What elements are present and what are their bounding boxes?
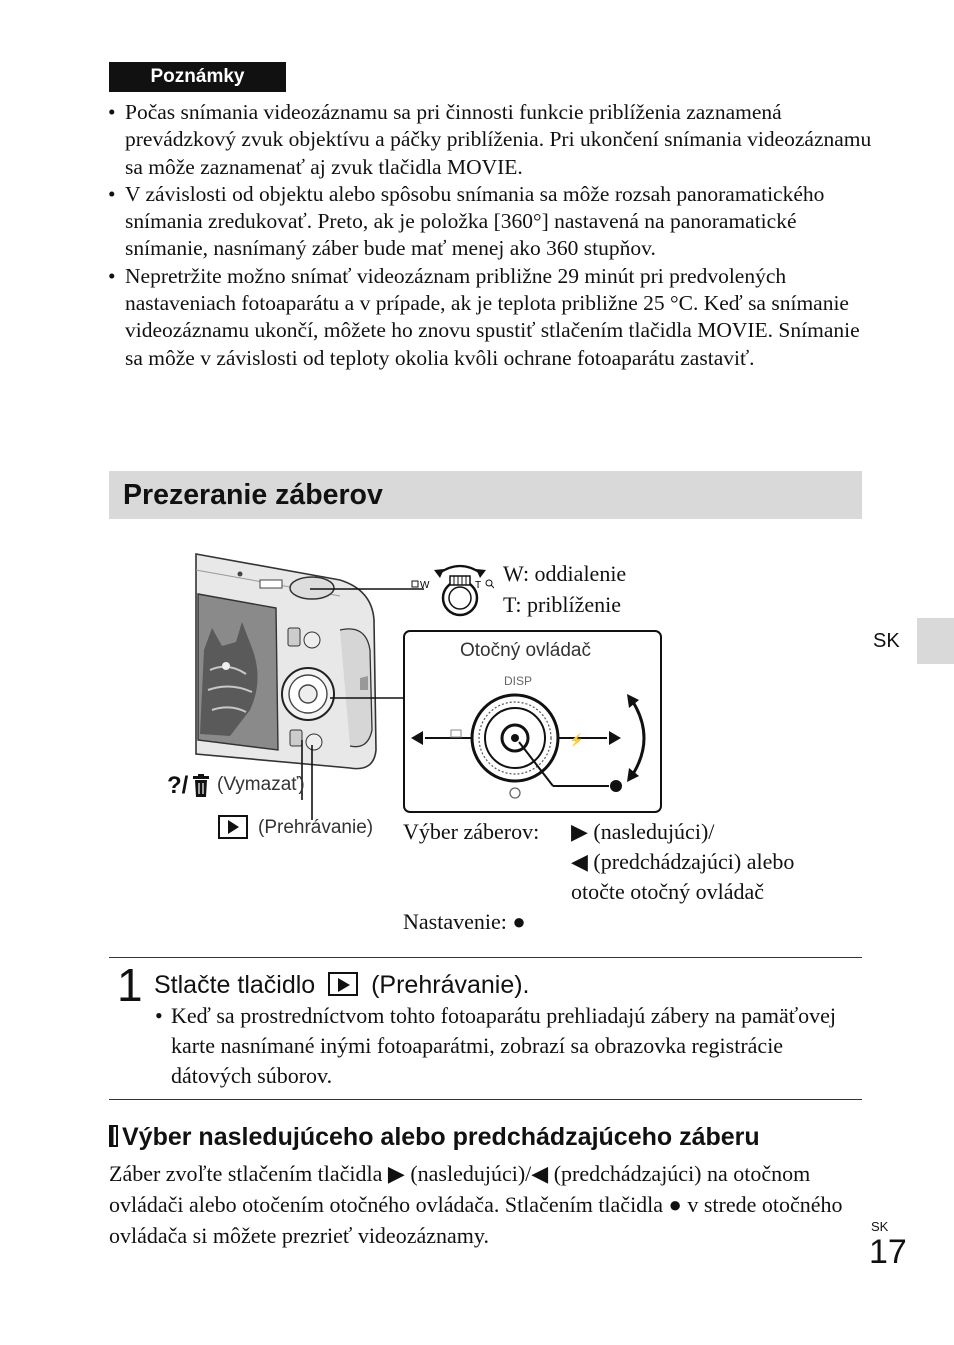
section-title: Prezeranie záberov [123,479,383,511]
select-prev: ◀ (predchádzajúci) alebo [571,849,795,874]
control-wheel-label: Otočný ovládač [460,640,591,661]
language-side-label: SK [873,630,900,652]
notes-item-3: • Nepretržite možno snímať videozáznam približne 29 minút pri predvolených nastaveniach fotoaparátu a v prípade, ak je teplota približne 25 °C. Keď sa snímanie videozáznamu ukončí, môžete ho znovu spustiť stlačením tlačidla MOVIE. Snímanie sa môže v závislosti od teploty okolia kvôli ochrane fotoaparátu zastaviť. [106,263,876,372]
step-playback-icon [328,972,358,996]
step-bottom-rule [109,1099,862,1100]
subsection-heading [109,1120,760,1154]
notes-item-1: • Počas snímania videozáznamu sa pri činnosti funkcie priblíženia zaznamená prevádzkový zvuk objektívu a páčky priblíženia. Pri ukončení snímania videozáznamu sa môže zaznamenať aj zvuk tlačidla MOVIE. [106,99,876,181]
step-top-rule [109,957,862,958]
notes-item-2: • V závislosti od objektu alebo spôsobu snímania sa môže rozsah panoramatického snímania zredukovať. Preto, ak je položka [360°] nastavená na panoramatické snímanie, nasnímaný záber bude mať menej ako 360 stupňov. [106,181,876,263]
help-delete-glyph: ?/ [167,772,189,799]
step-bullet-item: • Keď sa prostredníctvom tohto fotoaparátu prehliadajú zábery na pamäťovej karte nasnímané inými fotoaparátmi, zobrazí sa obrazovka registrácie dátových súborov. [154,1001,864,1091]
zoom-w-glyph: W [420,580,430,591]
select-rotate: otočte otočný ovládač [571,879,765,904]
select-next: ▶ (nasledujúci)/ [571,819,715,844]
subsection-heading-text: Výber nasledujúceho alebo predchádzajúceho záberu [122,1123,760,1151]
step-title-after: (Prehrávanie). [371,971,530,999]
notes-header: Poznámky [109,62,286,92]
zoom-lever-icon [410,560,494,618]
page-language: SK [871,1219,889,1234]
step-title-before: Stlačte tlačidlo [154,971,316,999]
subsection-marker-icon [109,1125,118,1147]
playback-label: (Prehrávanie) [258,817,374,838]
step-bullet-list [154,1001,864,1091]
language-side-tab [917,618,954,664]
zoom-w-label: W: oddialenie [503,561,627,586]
delete-label: (Vymazať) [217,774,305,795]
playback-icon [218,815,248,839]
select-label: Výber záberov: [403,819,540,844]
zoom-t-label: T: priblíženie [503,592,622,617]
zoom-t-glyph: T [475,580,482,591]
svg-text:⚡: ⚡ [569,733,584,747]
step-title [154,968,530,1002]
step-number: 1 [117,959,143,1011]
page-number: 17 [869,1233,907,1271]
subsection-body: Záber zvoľte stlačením tlačidla ▶ (nasledujúci)/◀ (predchádzajúci) na otočnom ovládači alebo otočením otočného ovládača. Stlačením tlačidla ● v strede otočného ovládača si môžete prezrieť videozáznamy. [109,1161,843,1248]
disp-label: DISP [504,674,533,688]
trash-icon [191,774,211,798]
set-label: Nastavenie: ● [403,909,526,934]
